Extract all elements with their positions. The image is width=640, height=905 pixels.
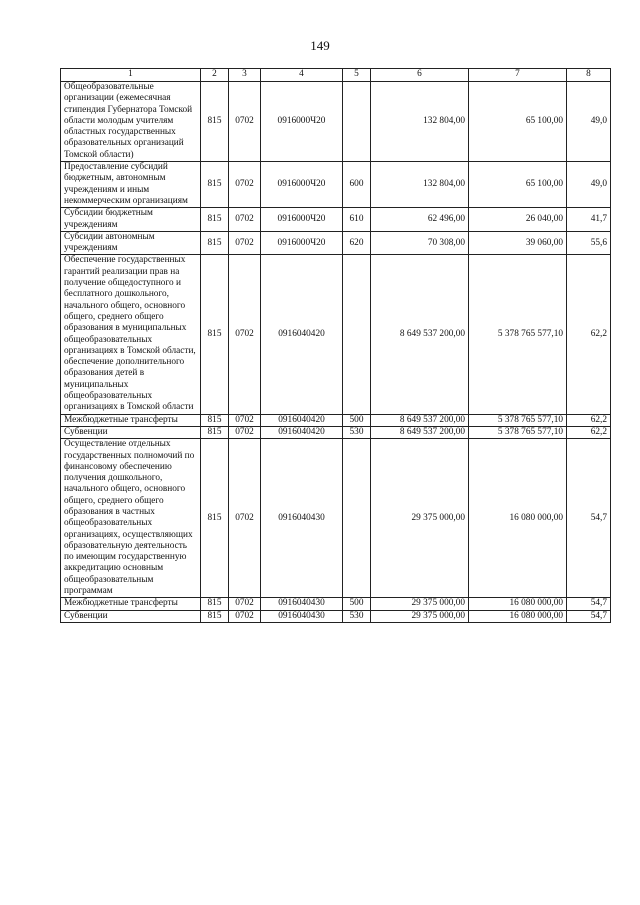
section-code: 0702 — [229, 255, 261, 414]
expense-type-code: 500 — [343, 598, 371, 610]
row-name: Субвенции — [61, 426, 201, 438]
ministry-code: 815 — [201, 208, 229, 232]
row-name: Предоставление субсидий бюджетным, автономным учреждениям и иным некоммерческим организациям — [61, 162, 201, 208]
header-cell: 3 — [229, 69, 261, 82]
section-code: 0702 — [229, 82, 261, 162]
actual-amount: 16 080 000,00 — [469, 598, 567, 610]
target-article-code: 0916040420 — [261, 426, 343, 438]
actual-amount: 5 378 765 577,10 — [469, 414, 567, 426]
execution-percent: 62,2 — [567, 414, 611, 426]
target-article-code: 0916040430 — [261, 598, 343, 610]
table-row — [61, 598, 611, 610]
expense-type-code: 620 — [343, 231, 371, 255]
planned-amount: 8 649 537 200,00 — [371, 426, 469, 438]
row-name: Общеобразовательные организации (ежемесячная стипендия Губернатора Томской области молодым учителям областных государственных образовательных организаций Томской области) — [61, 82, 201, 162]
ministry-code: 815 — [201, 255, 229, 414]
target-article-code: 0916000Ч20 — [261, 82, 343, 162]
expense-type-code: 500 — [343, 414, 371, 426]
section-code: 0702 — [229, 439, 261, 598]
actual-amount: 5 378 765 577,10 — [469, 426, 567, 438]
actual-amount: 65 100,00 — [469, 82, 567, 162]
actual-amount: 26 040,00 — [469, 208, 567, 232]
planned-amount: 8 649 537 200,00 — [371, 414, 469, 426]
target-article-code: 0916000Ч20 — [261, 208, 343, 232]
header-cell: 1 — [61, 69, 201, 82]
planned-amount: 8 649 537 200,00 — [371, 255, 469, 414]
ministry-code: 815 — [201, 414, 229, 426]
table-header-row — [61, 69, 611, 82]
section-code: 0702 — [229, 162, 261, 208]
page-number: 149 — [310, 38, 330, 53]
actual-amount: 16 080 000,00 — [469, 610, 567, 622]
header-cell: 5 — [343, 69, 371, 82]
row-name: Субсидии автономным учреждениям — [61, 231, 201, 255]
table-row — [61, 208, 611, 232]
actual-amount: 5 378 765 577,10 — [469, 255, 567, 414]
header-cell: 4 — [261, 69, 343, 82]
planned-amount: 70 308,00 — [371, 231, 469, 255]
table-row — [61, 426, 611, 438]
table-row — [61, 414, 611, 426]
planned-amount: 29 375 000,00 — [371, 598, 469, 610]
table-row — [61, 255, 611, 414]
section-code: 0702 — [229, 598, 261, 610]
table-row — [61, 610, 611, 622]
execution-percent: 62,2 — [567, 426, 611, 438]
expense-type-code: 600 — [343, 162, 371, 208]
header-cell: 8 — [567, 69, 611, 82]
execution-percent: 49,0 — [567, 82, 611, 162]
expense-type-code — [343, 255, 371, 414]
target-article-code: 0916040430 — [261, 610, 343, 622]
ministry-code: 815 — [201, 426, 229, 438]
ministry-code: 815 — [201, 439, 229, 598]
execution-percent: 49,0 — [567, 162, 611, 208]
ministry-code: 815 — [201, 82, 229, 162]
header-cell: 2 — [201, 69, 229, 82]
planned-amount: 132 804,00 — [371, 82, 469, 162]
table-row — [61, 162, 611, 208]
expense-type-code: 530 — [343, 426, 371, 438]
actual-amount: 39 060,00 — [469, 231, 567, 255]
target-article-code: 0916040430 — [261, 439, 343, 598]
section-code: 0702 — [229, 610, 261, 622]
header-cell: 6 — [371, 69, 469, 82]
expense-type-code: 610 — [343, 208, 371, 232]
table-row — [61, 231, 611, 255]
planned-amount: 132 804,00 — [371, 162, 469, 208]
execution-percent: 54,7 — [567, 598, 611, 610]
execution-percent: 54,7 — [567, 610, 611, 622]
section-code: 0702 — [229, 208, 261, 232]
row-name: Осуществление отдельных государственных полномочий по финансовому обеспечению получения дошкольного, начального общего, основного общего, среднего общего образования в частных общеобразовательных организациях, осуществляющих образовательную деятельность по имеющим государственную аккредитацию основным общеобразовательным программам — [61, 439, 201, 598]
target-article-code: 0916040420 — [261, 414, 343, 426]
ministry-code: 815 — [201, 162, 229, 208]
header-cell: 7 — [469, 69, 567, 82]
table-row — [61, 82, 611, 162]
row-name: Межбюджетные трансферты — [61, 598, 201, 610]
execution-percent: 41,7 — [567, 208, 611, 232]
expense-type-code — [343, 82, 371, 162]
actual-amount: 65 100,00 — [469, 162, 567, 208]
actual-amount: 16 080 000,00 — [469, 439, 567, 598]
row-name: Обеспечение государственных гарантий реализации прав на получение общедоступного и бесплатного дошкольного, начального общего, основного общего, среднего общего образования в муниципальных общеобразовательных организациях в Томской области, обеспечение дополнительного образования детей в муниципальных общеобразовательных организациях в Томской области — [61, 255, 201, 414]
section-code: 0702 — [229, 414, 261, 426]
row-name: Субсидии бюджетным учреждениям — [61, 208, 201, 232]
planned-amount: 62 496,00 — [371, 208, 469, 232]
target-article-code: 0916040420 — [261, 255, 343, 414]
expense-type-code: 530 — [343, 610, 371, 622]
ministry-code: 815 — [201, 598, 229, 610]
planned-amount: 29 375 000,00 — [371, 610, 469, 622]
budget-table — [60, 68, 611, 623]
execution-percent: 62,2 — [567, 255, 611, 414]
target-article-code: 0916000Ч20 — [261, 231, 343, 255]
expense-type-code — [343, 439, 371, 598]
row-name: Субвенции — [61, 610, 201, 622]
table-row — [61, 439, 611, 598]
planned-amount: 29 375 000,00 — [371, 439, 469, 598]
row-name: Межбюджетные трансферты — [61, 414, 201, 426]
ministry-code: 815 — [201, 610, 229, 622]
target-article-code: 0916000Ч20 — [261, 162, 343, 208]
execution-percent: 54,7 — [567, 439, 611, 598]
ministry-code: 815 — [201, 231, 229, 255]
execution-percent: 55,6 — [567, 231, 611, 255]
section-code: 0702 — [229, 426, 261, 438]
section-code: 0702 — [229, 231, 261, 255]
